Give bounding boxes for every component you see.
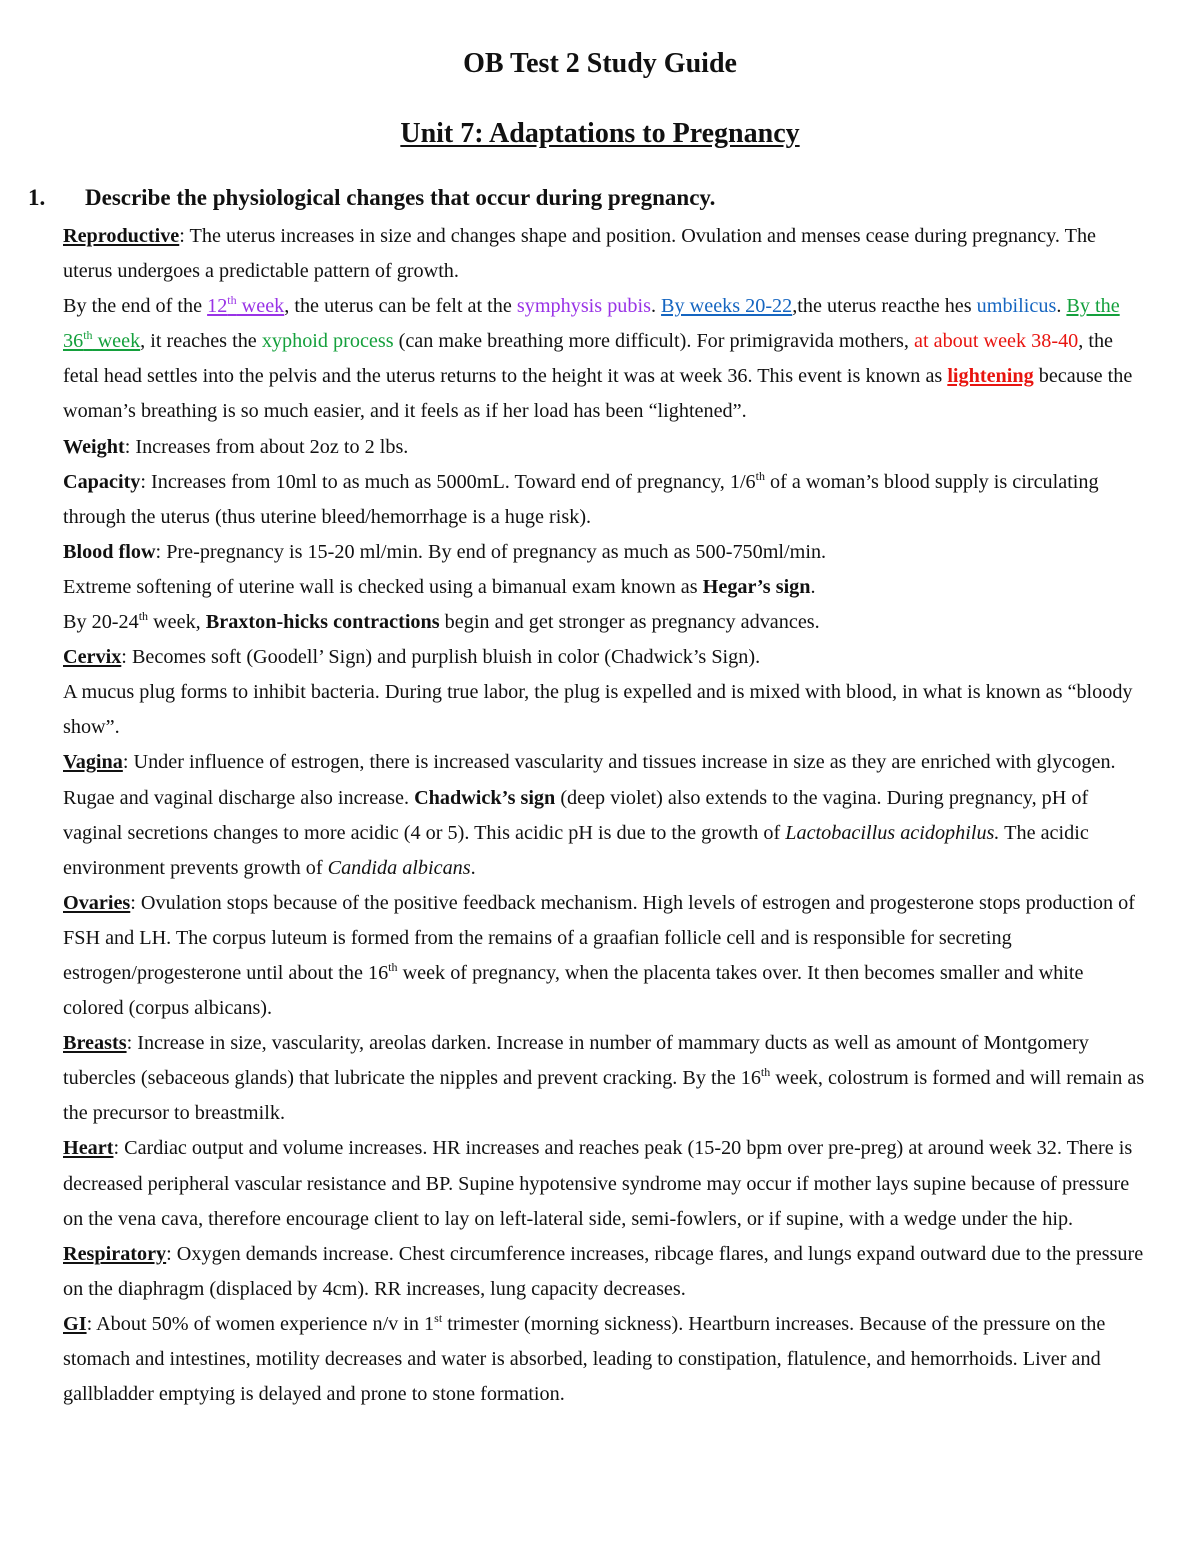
ovaries-text-1: : Ovulation stops because of the positive feedback mechanism. High levels of estrogen and progesterone stops production of FSH and LH. The corpus luteum is formed from the remains of a graafian follicle cell and is responsible for secreting estrogen/progesterone until about the 16 — [63, 891, 1135, 984]
breasts-text-1: : Increase in size, vascularity, areolas darken. Increase in number of mammary ducts as well as amount of Montgomery tubercles (sebaceous glands) that lubricate the nipples and prevent cracking. By the 16 — [63, 1032, 1089, 1090]
blood-flow-text: : Pre-pregnancy is 15-20 ml/min. By end of pregnancy as much as 500-750ml/min. — [155, 540, 827, 563]
uterus-text-2: , the uterus can be felt at the — [284, 295, 517, 318]
paragraph-ovaries — [63, 886, 1148, 1026]
lactobacillus-term: Lactobacillus acidophilus. — [785, 821, 1000, 844]
braxton-hicks-term: Braxton-hicks contractions — [205, 611, 440, 634]
paragraph-breasts — [63, 1026, 1148, 1131]
paragraph-reproductive — [63, 219, 1148, 289]
uterus-text-3: . — [650, 295, 662, 318]
respiratory-text: : Oxygen demands increase. Chest circumference increases, ribcage flares, and lungs expand outward due to the pressure on the diaphragm (displaced by 4cm). RR increases, lung capacity decreases. — [63, 1242, 1144, 1300]
paragraph-hegar — [63, 570, 1148, 605]
section-heading-cervix: Cervix — [63, 646, 122, 669]
cervix-text: : Becomes soft (Goodell’ Sign) and purplish bluish in color (Chadwick’s Sign). — [121, 646, 761, 669]
paragraph-blood-flow — [63, 535, 1148, 570]
braxton-text-2: week, — [148, 611, 206, 634]
capacity-text-2: of a woman’s blood supply is circulating through the uterus (thus uterine bleed/hemorrhage is a huge risk). — [63, 470, 1099, 528]
paragraph-vagina — [63, 745, 1148, 885]
heart-text: : Cardiac output and volume increases. HR increases and reaches peak (15-20 bpm over pre-preg) at around week 32. There is decreased peripheral vascular resistance and BP. Supine hypotensive syndrome may occur if mother lays supine because of pressure on the vena cava, therefore encourage client to lay on left-lateral side, semi-fowlers, or if supine, with a wedge under the hip. — [63, 1137, 1133, 1230]
document-title: OB Test 2 Study Guide — [463, 48, 737, 79]
hegar-text: Extreme softening of uterine wall is checked using a bimanual exam known as — [63, 575, 703, 598]
paragraph-respiratory — [63, 1237, 1148, 1307]
week-12-number: 12 — [207, 295, 228, 318]
section-heading-weight: Weight — [63, 435, 125, 458]
week-36-text: By the 36 — [63, 295, 1120, 353]
section-heading-reproductive: Reproductive — [63, 225, 180, 247]
uterus-text-8: , the fetal head settles into the pelvis and the uterus returns to the height it was at week 36. This event is known as — [63, 330, 1114, 388]
uterus-text-9: because the woman’s breathing is so much easier, and it feels as if her load has been “lightened”. — [63, 365, 1133, 423]
chadwick-sign-term: Chadwick’s sign — [414, 786, 556, 809]
braxton-suffix: th — [138, 609, 149, 624]
section-heading-breasts: Breasts — [63, 1032, 127, 1055]
week-36-suffix: th — [83, 328, 93, 343]
paragraph-gi — [63, 1307, 1148, 1412]
ovaries-suffix: th — [388, 959, 398, 974]
reproductive-text: : The uterus increases in size and changes shape and position. Ovulation and menses cease during pregnancy. The uterus undergoes a predictable pattern of growth. — [63, 225, 1097, 283]
uterus-text-7: (can make breathing more difficult). For primigravida mothers, — [393, 330, 914, 353]
braxton-text-3: begin and get stronger as pregnancy advances. — [439, 611, 820, 634]
paragraph-braxton-hicks — [63, 605, 1148, 640]
paragraph-mucus-plug — [63, 675, 1148, 745]
vagina-text-3: The acidic environment prevents growth of — [63, 821, 1089, 879]
uterus-text-1: By the end of the — [63, 295, 208, 318]
section-heading-ovaries: Ovaries — [63, 891, 131, 914]
breasts-suffix: th — [760, 1065, 771, 1080]
braxton-text-1: By 20-24 — [63, 611, 139, 634]
highlight-lightening: lightening — [947, 365, 1034, 388]
question-text: Describe the physiological changes that occur during pregnancy. — [85, 185, 716, 210]
hegar-sign-term: Hegar’s sign — [702, 575, 811, 598]
section-heading-gi: GI — [63, 1312, 87, 1335]
highlight-xyphoid-process: xyphoid process — [261, 330, 394, 353]
paragraph-weight — [63, 430, 1148, 465]
hegar-end: . — [810, 575, 816, 598]
highlight-symphysis-pubis: symphysis pubis — [516, 295, 651, 318]
section-heading-capacity: Capacity — [63, 470, 141, 493]
section-heading-blood-flow: Blood flow — [63, 540, 156, 563]
paragraph-capacity — [63, 465, 1148, 535]
highlight-week-38-40: at about week 38-40 — [914, 330, 1079, 353]
vagina-text-1: : Under influence of estrogen, there is increased vascularity and tissues increase in size as they are enriched with glycogen. Rugae and vaginal discharge also increase. — [63, 751, 1116, 809]
gi-suffix: st — [434, 1310, 443, 1325]
vagina-text-2: (deep violet) also extends to the vagina. During pregnancy, pH of vaginal secretions changes to more acidic (4 or 5). This acidic pH is due to the growth of — [63, 786, 1089, 844]
section-heading-vagina: Vagina — [63, 751, 123, 774]
vagina-end: . — [470, 856, 476, 879]
section-heading-respiratory: Respiratory — [63, 1242, 167, 1265]
question-heading — [28, 180, 1168, 216]
ovaries-text-2: week of pregnancy, when the placenta takes over. It then becomes smaller and white colored (corpus albicans). — [63, 961, 1084, 1020]
paragraph-uterus-growth — [63, 289, 1148, 429]
paragraph-cervix — [63, 640, 1148, 675]
uterus-text-4: ,the uterus reacthe hes — [792, 295, 977, 318]
highlight-umbilicus: umbilicus — [976, 295, 1057, 318]
candida-term: Candida albicans — [327, 856, 471, 879]
breasts-text-2: week, colostrum is formed and will remain as the precursor to breastmilk. — [63, 1067, 1145, 1125]
capacity-text-1: : Increases from 10ml to as much as 5000mL. Toward end of pregnancy, 1/6 — [140, 470, 756, 493]
uterus-text-6: , it reaches the — [140, 330, 262, 353]
week-12-suffix: th — [227, 293, 237, 308]
highlight-weeks-20-22: By weeks 20-22 — [661, 295, 793, 318]
capacity-suffix: th — [755, 468, 765, 483]
gi-text-1: : About 50% of women experience n/v in 1 — [86, 1312, 435, 1335]
gi-text-2: trimester (morning sickness). Heartburn increases. Because of the pressure on the stomach and intestines, motility decreases and water is absorbed, leading to constipation, flatulence, and hemorrhoids. Liver and gallbladder emptying is delayed and prone to stone formation. — [63, 1312, 1106, 1406]
section-heading-heart: Heart — [63, 1137, 114, 1160]
unit-title: Unit 7: Adaptations to Pregnancy — [400, 118, 800, 149]
week-36-word: week — [92, 330, 141, 353]
answer-body — [63, 219, 1148, 1412]
mucus-text: A mucus plug forms to inhibit bacteria. During true labor, the plug is expelled and is mixed with blood, in what is known as “bloody show”. — [63, 681, 1133, 739]
uterus-text-5: . — [1056, 295, 1067, 318]
week-12-word: week — [236, 295, 285, 318]
paragraph-heart — [63, 1131, 1148, 1236]
highlight-week-12 — [207, 295, 284, 317]
weight-text: : Increases from about 2oz to 2 lbs. — [124, 435, 409, 458]
question-number: 1. — [28, 185, 46, 210]
